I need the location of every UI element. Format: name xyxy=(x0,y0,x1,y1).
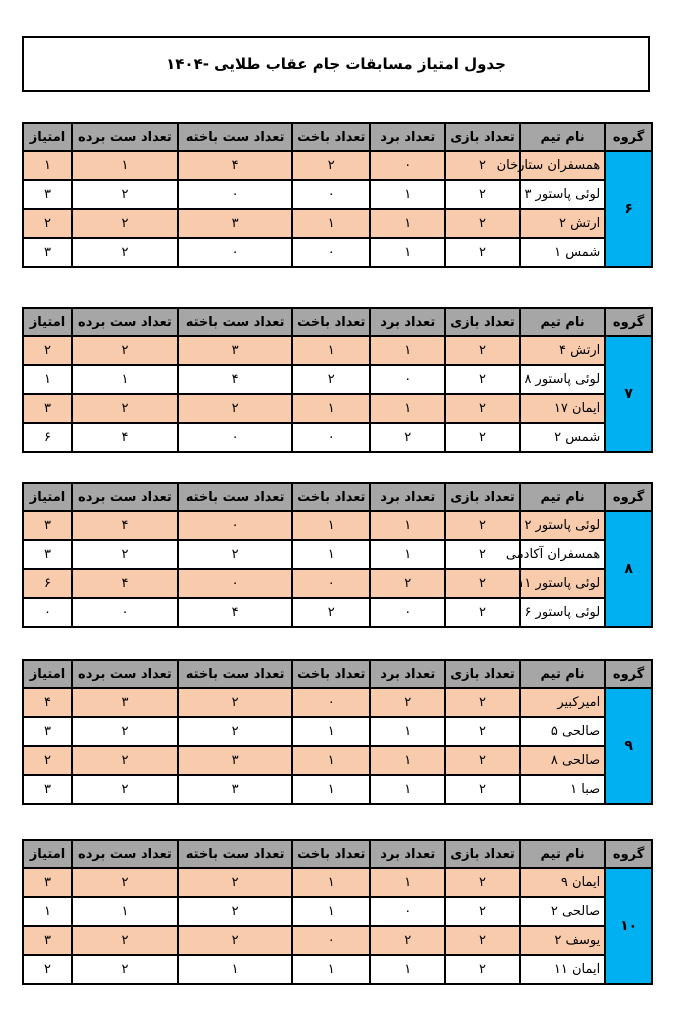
header-row xyxy=(23,660,652,688)
group-number: ۷ xyxy=(605,336,652,452)
cell-wins: ۱ xyxy=(370,540,445,569)
cell-points: ۳ xyxy=(23,775,72,804)
cell-wins: ۱ xyxy=(370,775,445,804)
cell-sets-won: ۲ xyxy=(72,955,178,984)
cell-points: ۳ xyxy=(23,926,72,955)
table-row xyxy=(23,238,652,267)
column-header-sets-lost: تعداد ست باخته xyxy=(178,483,292,511)
cell-points: ۳ xyxy=(23,394,72,423)
column-header-points: امتیاز xyxy=(23,660,72,688)
column-header-points: امتیاز xyxy=(23,840,72,868)
cell-points: ۰ xyxy=(23,598,72,627)
cell-played: ۲ xyxy=(445,511,520,540)
cell-points: ۱ xyxy=(23,897,72,926)
cell-played: ۲ xyxy=(445,717,520,746)
cell-team: همسفران آکادمی xyxy=(520,540,605,569)
column-header-losses: تعداد باخت xyxy=(292,483,370,511)
column-header-sets-lost: تعداد ست باخته xyxy=(178,840,292,868)
column-header-sets-won: تعداد ست برده xyxy=(72,840,178,868)
cell-losses: ۲ xyxy=(292,151,370,180)
cell-team: لوئی پاستور ۲ xyxy=(520,511,605,540)
cell-losses: ۱ xyxy=(292,955,370,984)
cell-played: ۲ xyxy=(445,955,520,984)
cell-losses: ۱ xyxy=(292,540,370,569)
cell-sets-lost: ۰ xyxy=(178,423,292,452)
cell-points: ۲ xyxy=(23,955,72,984)
group-table xyxy=(22,659,653,805)
cell-team: لوئی پاستور ۸ xyxy=(520,365,605,394)
cell-wins: ۱ xyxy=(370,955,445,984)
cell-sets-won: ۲ xyxy=(72,926,178,955)
cell-sets-lost: ۲ xyxy=(178,717,292,746)
standings-table xyxy=(22,659,653,805)
column-header-played: تعداد بازی xyxy=(445,660,520,688)
cell-played: ۲ xyxy=(445,180,520,209)
cell-sets-won: ۲ xyxy=(72,717,178,746)
column-header-losses: تعداد باخت xyxy=(292,840,370,868)
page-title: جدول امتیاز مسابقات جام عقاب طلایی -۱۴۰۴ xyxy=(22,36,650,92)
cell-wins: ۱ xyxy=(370,180,445,209)
table-row xyxy=(23,336,652,365)
cell-points: ۳ xyxy=(23,238,72,267)
column-header-sets-won: تعداد ست برده xyxy=(72,483,178,511)
cell-sets-won: ۲ xyxy=(72,336,178,365)
table-row xyxy=(23,717,652,746)
column-header-group: گروه xyxy=(605,840,652,868)
column-header-sets-lost: تعداد ست باخته xyxy=(178,123,292,151)
cell-losses: ۱ xyxy=(292,897,370,926)
cell-played: ۲ xyxy=(445,540,520,569)
cell-played: ۲ xyxy=(445,209,520,238)
cell-wins: ۱ xyxy=(370,868,445,897)
column-header-group: گروه xyxy=(605,483,652,511)
column-header-group: گروه xyxy=(605,123,652,151)
table-row xyxy=(23,598,652,627)
cell-sets-lost: ۲ xyxy=(178,868,292,897)
cell-losses: ۱ xyxy=(292,717,370,746)
cell-played: ۲ xyxy=(445,569,520,598)
cell-team: یوسف ۲ xyxy=(520,926,605,955)
cell-wins: ۲ xyxy=(370,926,445,955)
cell-sets-won: ۱ xyxy=(72,897,178,926)
column-header-wins: تعداد برد xyxy=(370,483,445,511)
cell-played: ۲ xyxy=(445,598,520,627)
cell-wins: ۱ xyxy=(370,336,445,365)
cell-sets-won: ۳ xyxy=(72,688,178,717)
column-header-sets-won: تعداد ست برده xyxy=(72,660,178,688)
cell-losses: ۱ xyxy=(292,394,370,423)
cell-played: ۲ xyxy=(445,151,520,180)
cell-losses: ۰ xyxy=(292,688,370,717)
cell-team: صالحی ۲ xyxy=(520,897,605,926)
cell-played: ۲ xyxy=(445,775,520,804)
table-row xyxy=(23,775,652,804)
cell-losses: ۱ xyxy=(292,209,370,238)
cell-sets-won: ۱ xyxy=(72,151,178,180)
cell-sets-lost: ۴ xyxy=(178,598,292,627)
cell-losses: ۱ xyxy=(292,336,370,365)
cell-team: ایمان ۱۱ xyxy=(520,955,605,984)
cell-sets-won: ۲ xyxy=(72,209,178,238)
cell-played: ۲ xyxy=(445,897,520,926)
cell-points: ۱ xyxy=(23,365,72,394)
column-header-played: تعداد بازی xyxy=(445,123,520,151)
column-header-played: تعداد بازی xyxy=(445,483,520,511)
header-row xyxy=(23,123,652,151)
cell-played: ۲ xyxy=(445,336,520,365)
cell-played: ۲ xyxy=(445,365,520,394)
column-header-wins: تعداد برد xyxy=(370,308,445,336)
cell-sets-lost: ۲ xyxy=(178,926,292,955)
cell-points: ۳ xyxy=(23,717,72,746)
standings-table xyxy=(22,839,653,985)
cell-sets-won: ۴ xyxy=(72,569,178,598)
cell-losses: ۲ xyxy=(292,365,370,394)
group-table xyxy=(22,307,653,453)
cell-sets-lost: ۴ xyxy=(178,151,292,180)
group-table xyxy=(22,122,653,268)
column-header-team: نام تیم xyxy=(520,483,605,511)
cell-team: لوئی پاستور ۳ xyxy=(520,180,605,209)
cell-points: ۳ xyxy=(23,540,72,569)
cell-wins: ۰ xyxy=(370,897,445,926)
table-row xyxy=(23,569,652,598)
group-table xyxy=(22,482,653,628)
cell-losses: ۱ xyxy=(292,775,370,804)
header-row xyxy=(23,308,652,336)
cell-sets-lost: ۲ xyxy=(178,394,292,423)
cell-sets-lost: ۴ xyxy=(178,365,292,394)
column-header-sets-lost: تعداد ست باخته xyxy=(178,660,292,688)
table-row xyxy=(23,394,652,423)
cell-sets-won: ۰ xyxy=(72,598,178,627)
cell-played: ۲ xyxy=(445,746,520,775)
cell-losses: ۰ xyxy=(292,238,370,267)
cell-sets-lost: ۱ xyxy=(178,955,292,984)
standings-table xyxy=(22,122,653,268)
cell-wins: ۰ xyxy=(370,365,445,394)
column-header-wins: تعداد برد xyxy=(370,840,445,868)
column-header-points: امتیاز xyxy=(23,483,72,511)
table-row xyxy=(23,540,652,569)
cell-played: ۲ xyxy=(445,238,520,267)
cell-team: لوئی پاستور ۶ xyxy=(520,598,605,627)
cell-sets-lost: ۰ xyxy=(178,511,292,540)
cell-sets-won: ۱ xyxy=(72,365,178,394)
cell-points: ۴ xyxy=(23,688,72,717)
cell-losses: ۲ xyxy=(292,598,370,627)
cell-team: شمس ۲ xyxy=(520,423,605,452)
cell-team: ارتش ۲ xyxy=(520,209,605,238)
cell-sets-lost: ۳ xyxy=(178,746,292,775)
cell-sets-lost: ۲ xyxy=(178,540,292,569)
column-header-team: نام تیم xyxy=(520,308,605,336)
cell-wins: ۰ xyxy=(370,598,445,627)
header-row xyxy=(23,840,652,868)
column-header-played: تعداد بازی xyxy=(445,840,520,868)
group-number: ۹ xyxy=(605,688,652,804)
cell-losses: ۱ xyxy=(292,511,370,540)
cell-wins: ۱ xyxy=(370,394,445,423)
table-row xyxy=(23,365,652,394)
column-header-losses: تعداد باخت xyxy=(292,308,370,336)
cell-team: صالحی ۸ xyxy=(520,746,605,775)
cell-points: ۶ xyxy=(23,569,72,598)
column-header-played: تعداد بازی xyxy=(445,308,520,336)
cell-losses: ۰ xyxy=(292,569,370,598)
cell-sets-lost: ۰ xyxy=(178,180,292,209)
column-header-losses: تعداد باخت xyxy=(292,660,370,688)
cell-played: ۲ xyxy=(445,394,520,423)
column-header-sets-won: تعداد ست برده xyxy=(72,123,178,151)
cell-sets-lost: ۲ xyxy=(178,897,292,926)
column-header-team: نام تیم xyxy=(520,840,605,868)
cell-losses: ۱ xyxy=(292,746,370,775)
cell-wins: ۱ xyxy=(370,717,445,746)
table-row xyxy=(23,926,652,955)
table-row xyxy=(23,868,652,897)
cell-played: ۲ xyxy=(445,688,520,717)
cell-wins: ۲ xyxy=(370,688,445,717)
column-header-group: گروه xyxy=(605,660,652,688)
cell-team: شمس ۱ xyxy=(520,238,605,267)
cell-points: ۳ xyxy=(23,180,72,209)
column-header-wins: تعداد برد xyxy=(370,660,445,688)
cell-points: ۲ xyxy=(23,336,72,365)
cell-played: ۲ xyxy=(445,868,520,897)
cell-played: ۲ xyxy=(445,423,520,452)
cell-losses: ۰ xyxy=(292,180,370,209)
cell-sets-won: ۲ xyxy=(72,746,178,775)
column-header-sets-won: تعداد ست برده xyxy=(72,308,178,336)
cell-team: صالحی ۵ xyxy=(520,717,605,746)
table-row xyxy=(23,955,652,984)
cell-team: ارتش ۴ xyxy=(520,336,605,365)
group-number: ۶ xyxy=(605,151,652,267)
cell-wins: ۱ xyxy=(370,238,445,267)
cell-sets-won: ۲ xyxy=(72,394,178,423)
cell-points: ۲ xyxy=(23,209,72,238)
cell-wins: ۱ xyxy=(370,746,445,775)
cell-sets-won: ۲ xyxy=(72,180,178,209)
cell-sets-won: ۲ xyxy=(72,540,178,569)
cell-team: امیرکبیر xyxy=(520,688,605,717)
group-number: ۱۰ xyxy=(605,868,652,984)
cell-sets-won: ۴ xyxy=(72,423,178,452)
column-header-group: گروه xyxy=(605,308,652,336)
column-header-wins: تعداد برد xyxy=(370,123,445,151)
table-row xyxy=(23,180,652,209)
cell-sets-lost: ۲ xyxy=(178,688,292,717)
table-row xyxy=(23,511,652,540)
cell-sets-lost: ۳ xyxy=(178,209,292,238)
cell-sets-lost: ۳ xyxy=(178,336,292,365)
column-header-team: نام تیم xyxy=(520,123,605,151)
cell-sets-won: ۲ xyxy=(72,868,178,897)
table-row xyxy=(23,746,652,775)
cell-losses: ۰ xyxy=(292,423,370,452)
column-header-losses: تعداد باخت xyxy=(292,123,370,151)
cell-sets-lost: ۳ xyxy=(178,775,292,804)
cell-sets-lost: ۰ xyxy=(178,238,292,267)
cell-sets-won: ۲ xyxy=(72,238,178,267)
cell-losses: ۱ xyxy=(292,868,370,897)
cell-team: ایمان ۹ xyxy=(520,868,605,897)
cell-sets-won: ۴ xyxy=(72,511,178,540)
cell-points: ۳ xyxy=(23,868,72,897)
cell-points: ۱ xyxy=(23,151,72,180)
table-row xyxy=(23,688,652,717)
table-row xyxy=(23,151,652,180)
cell-team: همسفران ستارخان xyxy=(520,151,605,180)
table-row xyxy=(23,423,652,452)
cell-team: صبا ۱ xyxy=(520,775,605,804)
cell-team: لوئی پاستور ۱۱ xyxy=(520,569,605,598)
cell-wins: ۱ xyxy=(370,209,445,238)
group-table xyxy=(22,839,653,985)
cell-wins: ۲ xyxy=(370,423,445,452)
header-row xyxy=(23,483,652,511)
cell-wins: ۱ xyxy=(370,511,445,540)
cell-sets-won: ۲ xyxy=(72,775,178,804)
standings-table xyxy=(22,307,653,453)
cell-played: ۲ xyxy=(445,926,520,955)
table-row xyxy=(23,209,652,238)
cell-wins: ۲ xyxy=(370,569,445,598)
standings-table xyxy=(22,482,653,628)
column-header-team: نام تیم xyxy=(520,660,605,688)
cell-points: ۲ xyxy=(23,746,72,775)
cell-losses: ۰ xyxy=(292,926,370,955)
cell-points: ۶ xyxy=(23,423,72,452)
cell-wins: ۰ xyxy=(370,151,445,180)
cell-sets-lost: ۰ xyxy=(178,569,292,598)
column-header-points: امتیاز xyxy=(23,308,72,336)
column-header-sets-lost: تعداد ست باخته xyxy=(178,308,292,336)
column-header-points: امتیاز xyxy=(23,123,72,151)
table-row xyxy=(23,897,652,926)
cell-team: ایمان ۱۷ xyxy=(520,394,605,423)
group-number: ۸ xyxy=(605,511,652,627)
cell-points: ۳ xyxy=(23,511,72,540)
